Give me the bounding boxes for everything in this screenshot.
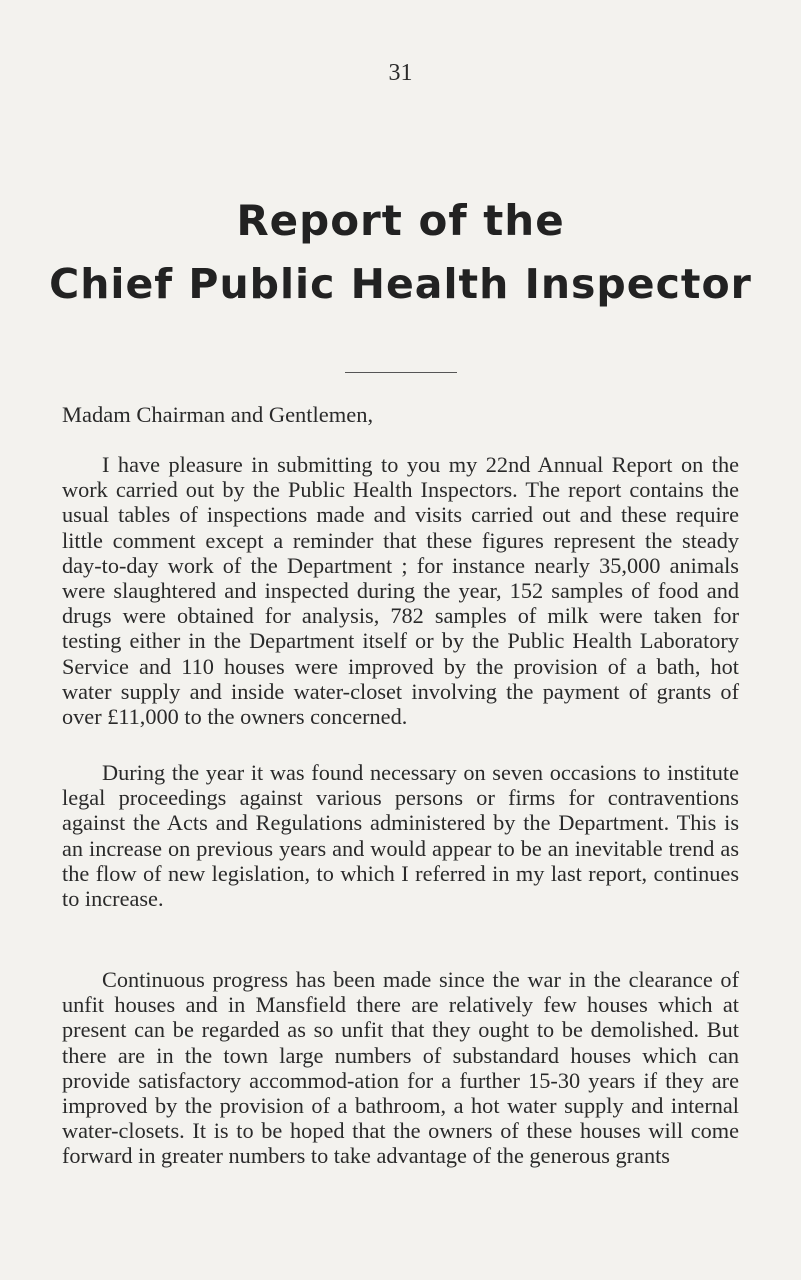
page-number: 31 <box>388 60 413 86</box>
report-title-line-1: Report of the <box>236 196 565 245</box>
salutation: Madam Chairman and Gentlemen, <box>62 402 374 427</box>
paragraph-legal-proceedings: During the year it was found necessary on seven occasions to institute legal proceedings against various persons or firms for contraventions against the Acts and Regulations administered by the Department. This is an increase on previous years and would appear to be an inevitable trend as the flow of new legislation, to which I referred in my last report, continues to increase. <box>62 760 739 912</box>
paragraph-annual-report: I have pleasure in submitting to you my 22nd Annual Report on the work carried out by the Public Health Inspectors. The report contains the usual tables of inspections made and visits carried out and these require little comment except a reminder that these figures represent the steady day-to-day work of the Department ; for instance nearly 35,000 animals were slaughtered and inspected during the year, 152 samples of food and drugs were obtained for analysis, 782 samples of milk were taken for testing either in the Department itself or by the Public Health Laboratory Service and 110 houses were improved by the provision of a bath, hot water supply and inside water-closet involving the payment of grants of over £11,000 to the owners concerned. <box>62 452 739 730</box>
title-divider <box>345 372 457 373</box>
paragraph-housing-clearance: Continuous progress has been made since the war in the clearance of unfit houses and in Mansfield there are relatively few houses which at present can be regarded as so unfit that they ought to be demolished. But there are in the town large numbers of substandard houses which can provide satisfactory accommod-ation for a further 15-30 years if they are improved by the provision of a bathroom, a hot water supply and internal water-closets. It is to be hoped that the owners of these houses will come forward in greater numbers to take advantage of the generous grants <box>62 967 739 1169</box>
report-title-line-2: Chief Public Health Inspector <box>49 260 752 308</box>
